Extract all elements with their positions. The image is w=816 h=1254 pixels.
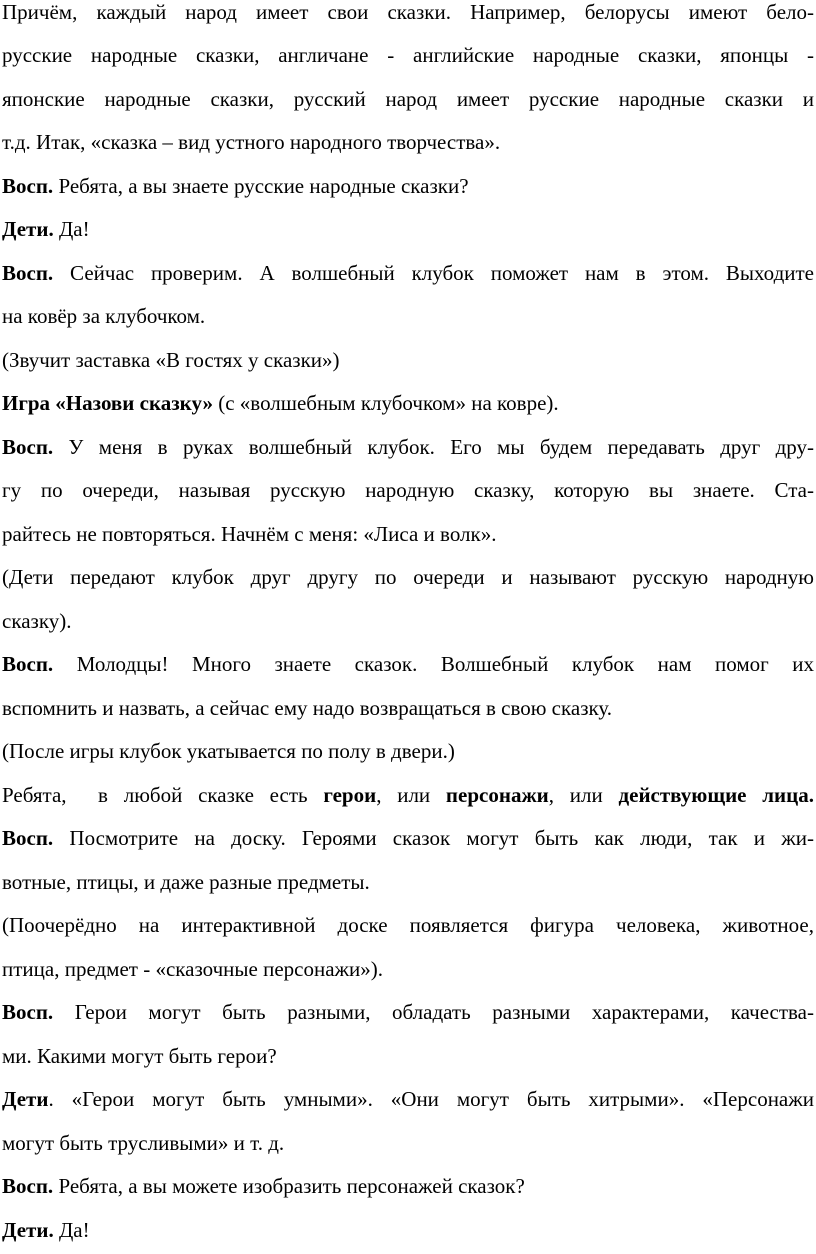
stage-direction: (Дети передают клубок друг другу по очереди и называют русскую народную bbox=[2, 565, 814, 589]
keyword-acting-persons: действующие лица. bbox=[618, 783, 814, 807]
speaker-label: Дети. bbox=[2, 1218, 54, 1242]
dialogue-line: Восп. Молодцы! Много знаете сказок. Волшебный клубок нам помог их bbox=[2, 652, 814, 676]
dialogue-line: Дети. Да! bbox=[2, 1218, 90, 1242]
paragraph-line: райтесь не повторяться. Начнём с меня: «Лиса и волк». bbox=[2, 522, 497, 546]
paragraph-line: вотные, птицы, и даже разные предметы. bbox=[2, 870, 370, 894]
paragraph-line: ми. Какими могут быть герои? bbox=[2, 1044, 277, 1068]
dialogue-line: Восп. Ребята, а вы знаете русские народные сказки? bbox=[2, 174, 469, 198]
paragraph-line: русские народные сказки, англичане - английские народные сказки, японцы - bbox=[2, 43, 814, 67]
game-title-line: Игра «Назови сказку» (с «волшебным клубочком» на ковре). bbox=[2, 391, 559, 415]
dialogue-line: Восп. Ребята, а вы можете изобразить персонажей сказок? bbox=[2, 1174, 525, 1198]
paragraph-line: т.д. Итак, «сказка – вид устного народного творчества». bbox=[2, 130, 501, 154]
keyword-characters: персонажи bbox=[445, 783, 549, 807]
dialogue-line: Восп. Герои могут быть разными, обладать разными характерами, качества- bbox=[2, 1000, 814, 1024]
game-title: Игра «Назови сказку» bbox=[2, 391, 213, 415]
paragraph-line: вспомнить и назвать, а сейчас ему надо возвращаться в свою сказку. bbox=[2, 696, 613, 720]
dialogue-line: Дети. «Герои могут быть умными». «Они могут быть хитрыми». «Персонажи bbox=[2, 1087, 814, 1111]
speaker-label: Дети. bbox=[2, 217, 54, 241]
stage-direction: сказку). bbox=[2, 609, 72, 633]
stage-direction: (Поочерёдно на интерактивной доске появляется фигура человека, животное, bbox=[2, 913, 814, 937]
stage-direction: птица, предмет - «сказочные персонажи»). bbox=[2, 957, 384, 981]
dialogue-line: Восп. Сейчас проверим. А волшебный клубок поможет нам в этом. Выходите bbox=[2, 261, 814, 285]
speaker-label: Восп. bbox=[2, 435, 54, 459]
speaker-label: Восп. bbox=[2, 261, 54, 285]
dialogue-line: Восп. У меня в руках волшебный клубок. Его мы будем передавать друг дру- bbox=[2, 435, 814, 459]
stage-direction: (Звучит заставка «В гостях у сказки») bbox=[2, 348, 340, 372]
keyword-heroes: герои bbox=[323, 783, 377, 807]
speaker-label: Восп. bbox=[2, 652, 54, 676]
paragraph-line: гу по очереди, называя русскую народную сказку, которую вы знаете. Ста- bbox=[2, 478, 814, 502]
speaker-label: Восп. bbox=[2, 174, 54, 198]
paragraph-line: могут быть трусливыми» и т. д. bbox=[2, 1131, 285, 1155]
speaker-label: Восп. bbox=[2, 826, 54, 850]
paragraph-line: японские народные сказки, русский народ имеет русские народные сказки и bbox=[2, 87, 814, 111]
paragraph-line: Причём, каждый народ имеет свои сказки. Например, белорусы имеют бело- bbox=[2, 0, 814, 24]
speaker-label: Восп. bbox=[2, 1174, 54, 1198]
dialogue-line: Дети. Да! bbox=[2, 217, 90, 241]
dialogue-line: Восп. Посмотрите на доску. Героями сказок могут быть как люди, так и жи- bbox=[2, 826, 814, 850]
stage-direction: (После игры клубок укатывается по полу в двери.) bbox=[2, 739, 455, 763]
paragraph-line: на ковёр за клубочком. bbox=[2, 304, 206, 328]
speaker-label: Дети bbox=[2, 1087, 49, 1111]
speaker-label: Восп. bbox=[2, 1000, 54, 1024]
paragraph-line: Ребята, в любой сказке есть герои, или персонажи, или действующие лица. bbox=[2, 783, 814, 807]
